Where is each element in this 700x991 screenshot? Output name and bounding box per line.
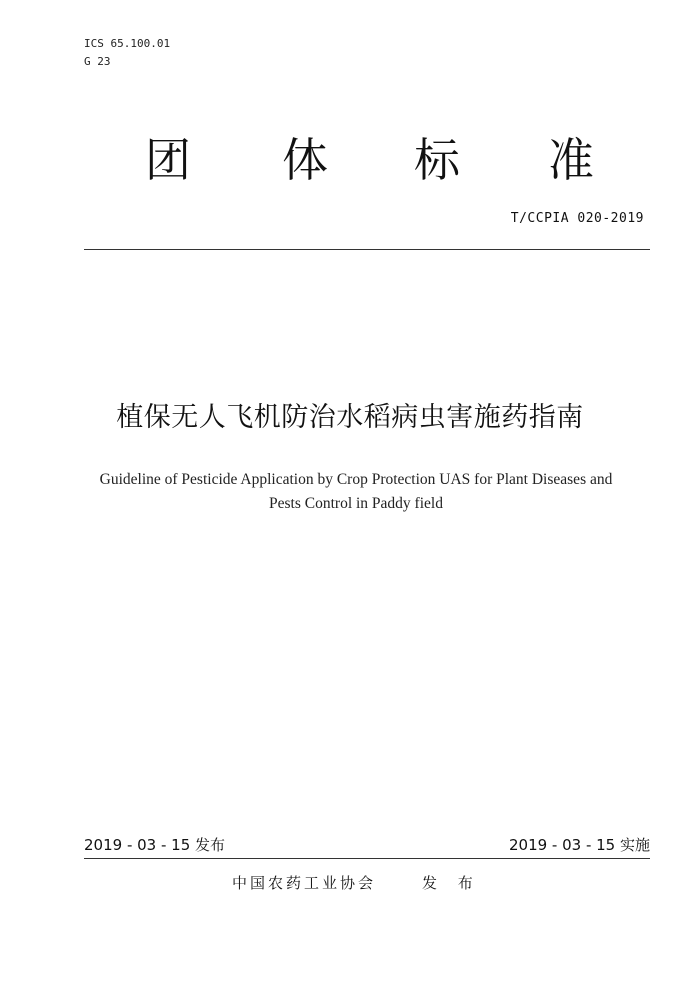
title-chinese: 植保无人飞机防治水稻病虫害施药指南 (116, 402, 584, 433)
standard-type-char: 团 (145, 133, 191, 187)
standard-type-char: 准 (548, 133, 594, 187)
title-english (60, 468, 652, 516)
standard-number: T/CCPIA 020-2019 (510, 211, 644, 226)
title-english-line: Pests Control in Paddy field (269, 495, 443, 512)
standard-type-char: 体 (282, 133, 328, 187)
publisher-name: 中国农药工业协会 (232, 874, 377, 892)
issue-date: 2019 - 03 - 15 发布 (84, 836, 226, 854)
standard-type-char: 标 (414, 133, 460, 187)
publish-label: 发 布 (422, 874, 481, 892)
classification-code: G 23 (84, 55, 111, 68)
ics-code: ICS 65.100.01 (84, 37, 171, 50)
implementation-date: 2019 - 03 - 15 实施 (508, 836, 650, 854)
title-english-line: Guideline of Pesticide Application by Crop Protection UAS for Plant Diseases and (99, 471, 613, 488)
standard-type-heading (0, 130, 700, 190)
bottom-divider (84, 858, 650, 859)
top-divider (84, 249, 650, 250)
